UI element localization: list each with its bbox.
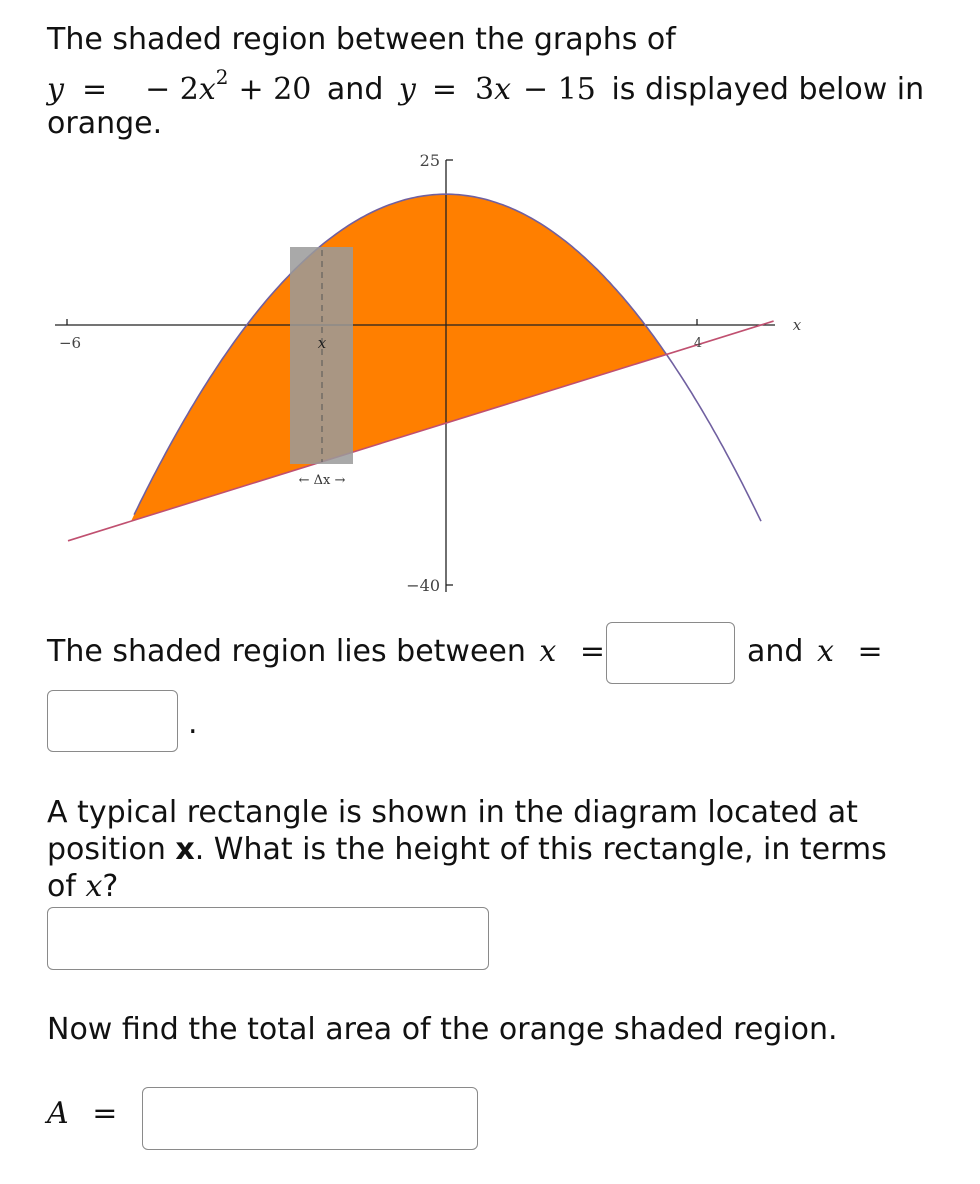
q1-and-text — [747, 632, 883, 672]
eq1-equals: = — [81, 72, 108, 107]
intro-tail: is displayed below in — [611, 72, 925, 107]
lower-bound-input[interactable] — [606, 622, 735, 684]
eq2-x: x — [494, 72, 512, 107]
q3-var: A — [47, 1096, 69, 1131]
upper-bound-input[interactable] — [47, 690, 178, 752]
region-graph — [0, 140, 980, 610]
eq1-const: + 20 — [238, 72, 312, 107]
q2-qmark: ? — [102, 869, 119, 904]
q1-eq1: = — [579, 634, 606, 669]
eq2-y: y — [398, 72, 416, 107]
q3-label — [47, 1094, 117, 1134]
intro-line-3: orange. — [47, 106, 163, 141]
q2-line2-b: . What is the height of this rectangle, in terms — [194, 832, 887, 867]
delta-x-label: ← Δx → — [298, 473, 346, 488]
intro-and: and — [326, 72, 384, 107]
q2-bold-x: x — [175, 832, 195, 867]
rect-x-label: x — [317, 334, 327, 352]
q1-period: . — [188, 706, 198, 741]
q1-eq2: = — [857, 634, 883, 669]
q3-text: Now find the total area of the orange shaded region. — [47, 1012, 838, 1047]
eq2-const: − 15 — [523, 72, 596, 107]
q2-var: x — [85, 869, 103, 904]
q1-var2: x — [817, 634, 834, 669]
height-input[interactable] — [47, 907, 489, 970]
q2-of: of — [47, 869, 76, 904]
x-axis-label: x — [792, 316, 802, 334]
eq2-equals: = — [431, 72, 458, 107]
q1-text — [47, 632, 605, 672]
eq1-coef: − 2 — [145, 72, 199, 107]
x-min-label: −6 — [58, 334, 82, 352]
q2-line-2 — [47, 830, 887, 870]
shaded-region — [131, 194, 667, 521]
y-min-label: −40 — [406, 576, 440, 595]
eq2-coef: 3 — [475, 72, 495, 107]
q2-line-3 — [47, 867, 118, 907]
q2-line2-a: position — [47, 832, 166, 867]
q1-label: The shaded region lies between — [47, 634, 526, 669]
q1-var1: x — [539, 634, 557, 669]
eq1-x: x — [198, 72, 216, 107]
q3-eq: = — [92, 1096, 118, 1131]
y-max-label: 25 — [419, 151, 440, 170]
q1-and: and — [747, 634, 804, 669]
intro-line-1: The shaded region between the graphs of — [47, 22, 676, 57]
eq1-y: y — [47, 72, 64, 107]
area-input[interactable] — [142, 1087, 478, 1150]
x-max-label: 4 — [693, 336, 703, 351]
q2-line-1: A typical rectangle is shown in the diagram located at — [47, 795, 858, 830]
intro-equations — [47, 61, 924, 110]
eq1-exponent: 2 — [215, 65, 229, 89]
